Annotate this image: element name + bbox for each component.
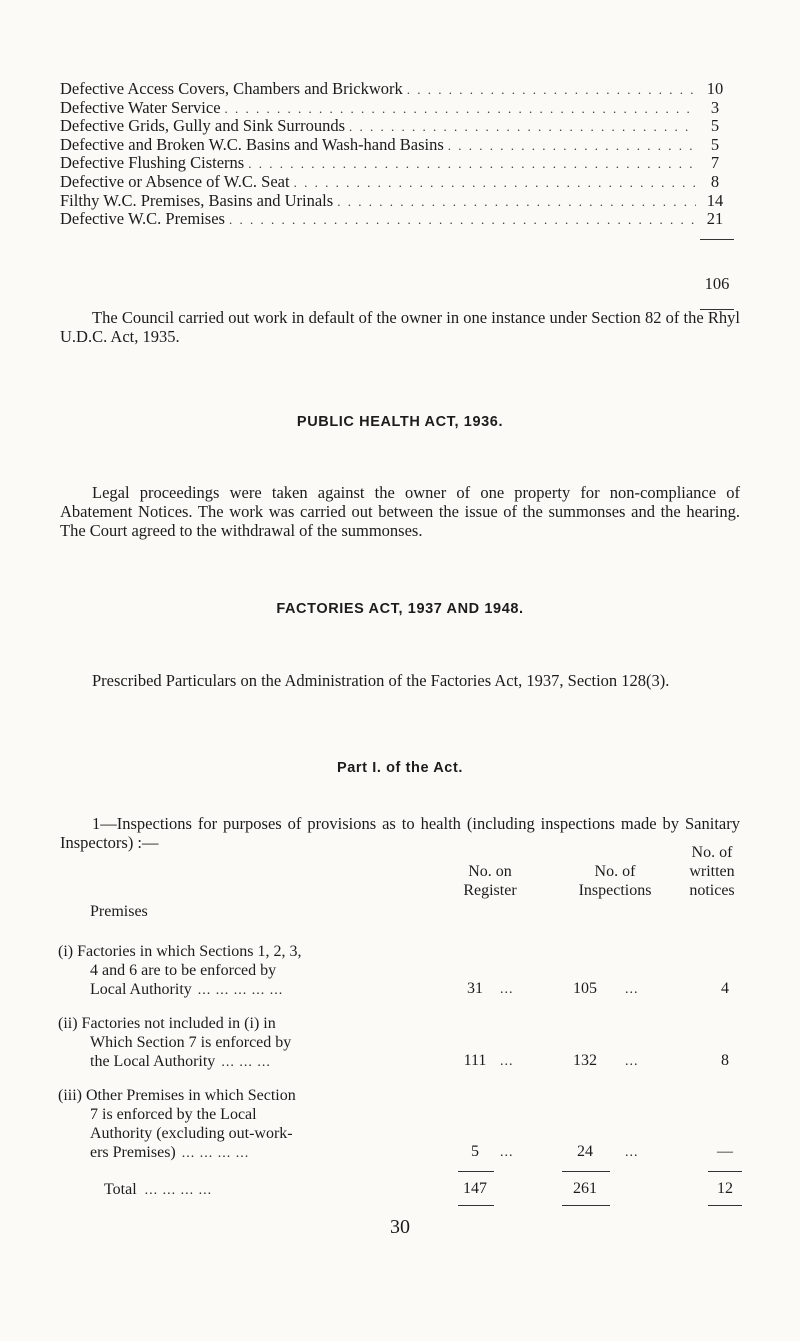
defect-label: Defective Flushing Cisterns	[60, 153, 245, 173]
header-register-line: No. on	[468, 863, 512, 880]
table-row-label	[58, 942, 438, 1000]
row-label-line: Authority (excluding out-work-	[90, 1125, 293, 1142]
row-label-text: the Local Authority	[90, 1053, 216, 1070]
total-rule-top	[700, 239, 734, 240]
header-notices-line: No. of	[691, 844, 733, 861]
defect-row	[60, 117, 730, 136]
defect-label: Filthy W.C. Premises, Basins and Urinals	[60, 190, 334, 210]
cell-notices: 4	[721, 980, 729, 997]
factories-heading: FACTORIES ACT, 1937 AND 1948.	[276, 601, 524, 617]
dot-leader: ...	[625, 982, 639, 997]
row-label-line: (i) Factories in which Sections 1, 2, 3,	[58, 943, 302, 960]
dot-leader: ... ... ... ...	[181, 1146, 250, 1161]
header-register	[440, 862, 540, 900]
row-label-line	[58, 1143, 438, 1163]
defect-count: 7	[710, 153, 720, 173]
public-health-heading: PUBLIC HEALTH ACT, 1936.	[296, 414, 504, 430]
dot-leader: ...	[500, 1054, 514, 1069]
defect-count: 3	[710, 97, 720, 117]
dot-leader: ...	[625, 1145, 639, 1160]
dot-leader	[448, 137, 696, 156]
header-premises: Premises	[90, 903, 148, 920]
total-rule-top	[562, 1171, 610, 1172]
row-label-line: Which Section 7 is enforced by	[90, 1034, 292, 1051]
defect-count: 21	[706, 209, 724, 229]
defect-label: Defective and Broken W.C. Basins and Wash-hand Basins	[60, 134, 444, 154]
defects-list	[60, 80, 730, 229]
defect-label: Defective W.C. Premises	[60, 209, 225, 229]
dot-leader	[248, 155, 696, 174]
factories-paragraph: Prescribed Particulars on the Administration of the Factories Act, 1937, Section 128(3).	[92, 671, 670, 690]
header-notices-line: notices	[689, 882, 735, 899]
cell-inspections: 105	[573, 980, 597, 997]
dot-leader: ...	[500, 1145, 514, 1160]
row-label-line: (iii) Other Premises in which Section	[58, 1087, 296, 1104]
total-rule-bottom	[458, 1205, 494, 1206]
table-row-label	[58, 1014, 438, 1072]
cell-inspections: 132	[573, 1052, 597, 1069]
row-label-line	[58, 1052, 438, 1072]
row-label-line	[58, 980, 438, 1000]
defect-row	[60, 99, 730, 118]
row-label-text: ers Premises)	[90, 1144, 176, 1161]
table-row-label	[58, 1086, 438, 1163]
header-notices	[672, 843, 752, 900]
defect-row	[60, 210, 730, 229]
total-label-row	[104, 1180, 404, 1200]
defects-total: 106	[704, 274, 730, 293]
dot-leader	[229, 211, 696, 230]
defect-count: 8	[710, 171, 720, 191]
header-register-line: Register	[463, 882, 517, 899]
header-inspections	[550, 862, 680, 900]
total-rule-top	[708, 1171, 742, 1172]
header-notices-line: written	[689, 863, 735, 880]
row-label-line: 7 is enforced by the Local	[90, 1106, 257, 1123]
defect-label: Defective Water Service	[60, 97, 221, 117]
dot-leader: ...	[500, 982, 514, 997]
defect-row	[60, 136, 730, 155]
cell-register: 5	[471, 1143, 479, 1160]
part-heading: Part I. of the Act.	[336, 760, 464, 776]
dot-leader: ...	[625, 1054, 639, 1069]
inspections-paragraph: 1—Inspections for purposes of provisions as to health (including inspections made by Sanitary Inspectors) :—	[60, 814, 740, 852]
cell-notices: —	[717, 1143, 733, 1160]
defect-row	[60, 154, 730, 173]
defect-count: 5	[710, 116, 720, 136]
dot-leader: ... ... ...	[221, 1055, 271, 1070]
dot-leader	[407, 81, 696, 100]
defect-count: 14	[706, 190, 724, 210]
total-rule-bottom	[562, 1205, 610, 1206]
dot-leader: ... ... ... ...	[144, 1183, 213, 1198]
dot-leader: ... ... ... ... ...	[197, 983, 284, 998]
public-health-paragraph: Legal proceedings were taken against the owner of one property for non-compliance of Abatement Notices. The work was carried out between the issue of the summonses and the hearing. The Court agreed to the withdrawal of the summonses.	[60, 483, 740, 540]
total-notices: 12	[717, 1180, 733, 1197]
defect-row	[60, 80, 730, 99]
defect-label: Defective or Absence of W.C. Seat	[60, 171, 290, 191]
defect-label: Defective Access Covers, Chambers and Brickwork	[60, 79, 403, 98]
header-inspections-line: No. of	[594, 863, 636, 880]
cell-notices: 8	[721, 1052, 729, 1069]
defect-label: Defective Grids, Gully and Sink Surrounds	[60, 116, 346, 136]
work-in-default-paragraph: The Council carried out work in default of the owner in one instance under Section 82 of the Rhyl U.D.C. Act, 1935.	[60, 308, 740, 346]
dot-leader	[349, 118, 696, 137]
cell-register: 111	[463, 1052, 487, 1069]
total-inspections: 261	[573, 1180, 597, 1197]
defect-count: 10	[706, 79, 724, 98]
defect-row	[60, 192, 730, 211]
total-rule-top	[458, 1171, 494, 1172]
row-label-text: Local Authority	[90, 981, 192, 998]
cell-inspections: 24	[577, 1143, 593, 1160]
defect-count: 5	[710, 134, 720, 154]
total-register: 147	[463, 1180, 487, 1197]
row-label-line: (ii) Factories not included in (i) in	[58, 1015, 276, 1032]
total-label: Total	[104, 1181, 137, 1198]
page-number: 30	[390, 1216, 410, 1238]
total-rule-bottom	[708, 1205, 742, 1206]
header-inspections-line: Inspections	[578, 882, 652, 899]
cell-register: 31	[467, 980, 483, 997]
defect-row	[60, 173, 730, 192]
row-label-line: 4 and 6 are to be enforced by	[90, 962, 277, 979]
dot-leader	[294, 174, 696, 193]
dot-leader	[337, 193, 696, 212]
